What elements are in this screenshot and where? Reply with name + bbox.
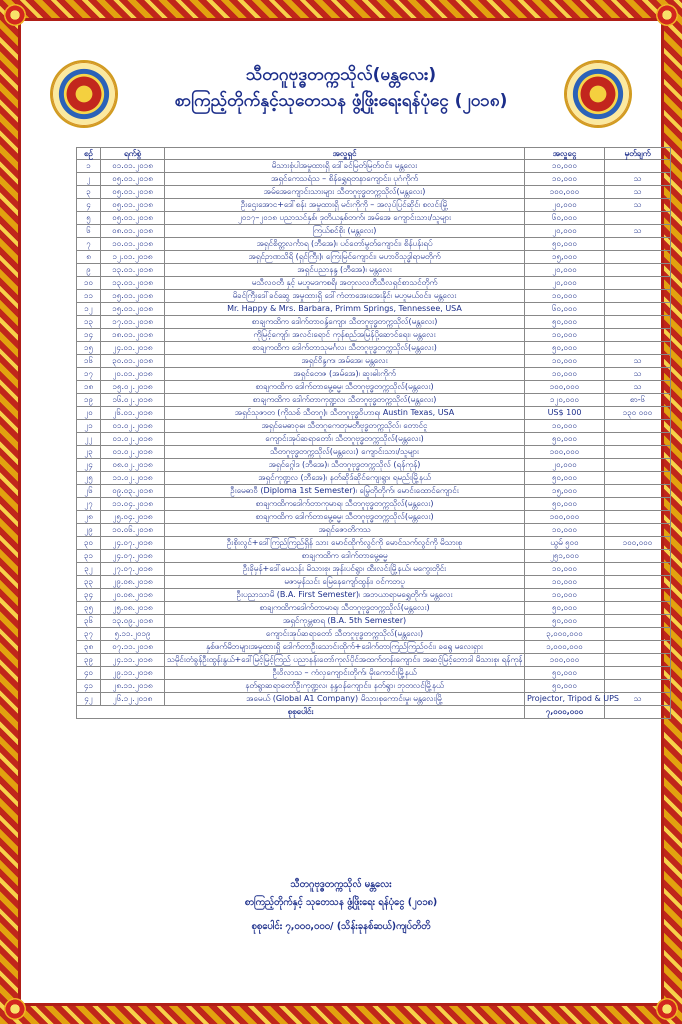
- table-row: [77, 576, 671, 589]
- row-donor: စာချကထိက ဒေါက်တာမွေ့ဓမ္မ၊ သီတဂူဗုဒ္ဓတက္ကသိုလ်(မန္တလေး): [165, 381, 525, 394]
- row-number: ၂၄: [77, 459, 101, 472]
- table-header-row: [77, 148, 671, 160]
- row-amount: ၁၀၀,၀၀၀: [525, 446, 605, 459]
- row-donor: အရှင်ဝိန္ဒက၊ အမ်အေ၊ မန္တလေး: [165, 355, 525, 368]
- row-date: ၁၅.၀၂.၂၀၁၈: [101, 381, 165, 394]
- row-remark: သ: [605, 225, 671, 238]
- header-donor: အလှူရှင်: [165, 148, 525, 160]
- row-remark: [605, 277, 671, 290]
- row-amount: ၅၀,၀၀၀: [525, 238, 605, 251]
- footer-total-words: စုစုပေါင်း ၇,၀၀၀,၀၀၀/ (သိန်းခုနစ်ဆယ်)ကျပ်တိတိ: [251, 921, 431, 932]
- table-row: [77, 238, 671, 251]
- row-remark: သ: [605, 173, 671, 186]
- row-donor: ၂၀၁၇–၂၀၁၈ ပညာသင်နှစ်၊ ဒုတိယနှစ်တက်၊ အမ်အေ ကျောင်းသား/သူများ: [165, 212, 525, 225]
- row-date: ၀၈.၀၁.၂၀၁၈: [101, 225, 165, 238]
- row-remark: [605, 563, 671, 576]
- row-donor: စာချကထိက ဒေါက်တာဝန္ဒ်ကျော၊ သီတဂူဗုဒ္ဓတက္ကသိုလ်(မန္တလေး): [165, 316, 525, 329]
- row-donor: အရှင်တေဇ (အမ်အေ)၊ ဆူးဓါးကိုက်: [165, 368, 525, 381]
- row-amount: ၂၀,၀၀၀: [525, 225, 605, 238]
- row-donor: အရှင်ဇောတိကသ: [165, 524, 525, 537]
- row-amount: ၁၀,၀၀၀: [525, 160, 605, 173]
- row-date: ၂၉.၁၁.၂၀၁၈: [101, 667, 165, 680]
- row-remark: [605, 589, 671, 602]
- table-row: [77, 641, 671, 654]
- row-amount: ၁၀,၀၀၀: [525, 563, 605, 576]
- row-donor: ဦးဌေးအောင+ဒေါ်စန်း အမှုထားရှိ မင်းကိုကို – အလုပ်ပြင်ဆိုင်၊ စလင်းမြို့: [165, 199, 525, 212]
- row-number: ၂၅: [77, 472, 101, 485]
- row-remark: သ: [605, 693, 671, 706]
- table-row: [77, 498, 671, 511]
- row-date: ၀၅.၀၁.၂၀၁၈: [101, 212, 165, 225]
- row-amount: ၁၅,၀၀၀: [525, 485, 605, 498]
- row-remark: [605, 329, 671, 342]
- row-donor: ကြယ်စင်စိုး (မန္တလေး): [165, 225, 525, 238]
- document-title: သီတဂူဗုဒ္ဓတက္ကသိုလ်(မန္တလေး): [245, 65, 437, 85]
- table-row: [77, 628, 671, 641]
- table-body: [77, 160, 671, 706]
- row-date: ၂၀.၀၁.၂၀၁၈: [101, 368, 165, 381]
- row-remark: [605, 433, 671, 446]
- row-donor: မိသားစုံပါအမှုထားရှိ ဒေါ်ခင်မြတ်မြတ်ဝင်း၊ မန္တလေး: [165, 160, 525, 173]
- row-amount: ၆၀,၀၀၀: [525, 303, 605, 316]
- row-remark: [605, 667, 671, 680]
- row-remark: သ: [605, 199, 671, 212]
- row-donor: ကျောင်းအုပ်ဆရာတော် သီတဂူဗုဒ္ဓတက္ကသိုလ်(မန္တလေး): [165, 628, 525, 641]
- row-donor: စာချကထိက ဒေါက်တာမွေ့ဓမ္မ: [165, 550, 525, 563]
- table-row: [77, 199, 671, 212]
- row-donor: ဦးစိုးလွင်+ဒေါ်ကြည်ကြည်ရှိန် သား မောင်ထိုက်လွင်ကို မောင်သက်လွင်ကို မိသားစု: [165, 537, 525, 550]
- table-row: [77, 537, 671, 550]
- row-number: ၅: [77, 212, 101, 225]
- row-donor: အမ်အေကျောင်းသားများ သီတဂူဗုဒ္ဓတက္ကသိုလ်(မန္တလေး): [165, 186, 525, 199]
- row-amount: ၁,၀၀၀,၀၀၀: [525, 641, 605, 654]
- row-remark: [605, 654, 671, 667]
- row-number: ၂၁: [77, 420, 101, 433]
- row-date: ၁၆.၀၂.၂၀၁၈: [101, 394, 165, 407]
- row-donor: ဦးပညာသာမိ (B.A. First Semester)၊ အဘယာရာမရွှေတိုက်၊ မန္တလေး: [165, 589, 525, 602]
- header-remark: မှတ်ချက်: [605, 148, 671, 160]
- row-amount: ၁၀,၀၀၀: [525, 589, 605, 602]
- row-amount: ၅၀,၀၀၀: [525, 667, 605, 680]
- row-amount: ၁၀၀,၀၀၀: [525, 654, 605, 667]
- row-date: ၁၅.၀၁.၂၀၁၈: [101, 290, 165, 303]
- row-donor: အရှင်သုဇာတ (ကိုသစ် သီတဂူ)၊ သီတဂူဗုဒ္ဓဝိဟာရ၊ Austin Texas, USA: [165, 407, 525, 420]
- row-donor: စာချကထိကဒေါက်တာမာရ၊ သီတဂူဗုဒ္ဓတက္ကသိုလ်(မန္တလေး): [165, 602, 525, 615]
- row-donor: သီတဂူဗုဒ္ဓတက္ကသိုလ်(မန္တလေး) ကျောင်းသား/သူများ: [165, 446, 525, 459]
- row-remark: [605, 498, 671, 511]
- row-date: ၂၇.၀၇.၂၀၁၈: [101, 563, 165, 576]
- table-row: [77, 316, 671, 329]
- table-row: [77, 654, 671, 667]
- table-row: [77, 446, 671, 459]
- row-number: ၉: [77, 264, 101, 277]
- row-number: ၂၃: [77, 446, 101, 459]
- corner-ornament-top-left: [4, 4, 26, 26]
- row-date: ၂၄.၀၇.၂၀၁၈: [101, 537, 165, 550]
- row-date: ၂၄.၁၁.၂၀၁၈: [101, 654, 165, 667]
- row-date: ၃၀.၀၁.၂၀၁၈: [101, 355, 165, 368]
- row-number: ၁၉: [77, 394, 101, 407]
- row-date: ၁၀.၀၆.၂၀၁၈: [101, 524, 165, 537]
- row-remark: [605, 459, 671, 472]
- row-date: ၂၄.၀၁.၂၀၁၈: [101, 342, 165, 355]
- row-number: ၁၇: [77, 368, 101, 381]
- row-amount: ၁၀,၀၀၀: [525, 173, 605, 186]
- row-amount: ၁၀,၀၀၀: [525, 368, 605, 381]
- row-number: ၄၁: [77, 680, 101, 693]
- row-donor: အမေယ် (Global A1 Company) မိသားစုကောင်းမှု၊ မန္တလေးမြို့: [165, 693, 525, 706]
- row-number: ၃၇: [77, 628, 101, 641]
- row-number: ၂၈: [77, 511, 101, 524]
- total-row: [77, 706, 671, 719]
- row-remark: [605, 485, 671, 498]
- row-amount: ၁၅,၀၀၀: [525, 251, 605, 264]
- table-row: [77, 459, 671, 472]
- row-number: ၃၅: [77, 602, 101, 615]
- row-date: ၁၁.၀၂.၂၀၁၈: [101, 472, 165, 485]
- row-remark: [605, 316, 671, 329]
- row-donor: အရှင်စိတ္တလင်္ကာရ (ဘီအေ)၊ ပင်တော်မွတ်ကျောင်း၊ စိန်ပန်းရပ်: [165, 238, 525, 251]
- row-number: ၁၂: [77, 303, 101, 316]
- row-number: ၃၉: [77, 654, 101, 667]
- row-amount: ၁၀,၀၀၀: [525, 524, 605, 537]
- table-row: [77, 680, 671, 693]
- row-donor: အရှင်ဉာဏသိရိ (ရှင်ကြီး)၊ ကြေးမြင်ကျောင်း၊ မဟာဝိသုဒ္ဓါရာမတိုက်: [165, 251, 525, 264]
- row-donor: စာချကထိက ဒေါက်တာမွေ့ဓမ္မ၊ သီတဂူဗုဒ္ဓတက္ကသိုလ်(မန္တလေး): [165, 511, 525, 524]
- row-date: ၁၁.၀၄.၂၀၁၈: [101, 498, 165, 511]
- row-number: ၃၀: [77, 537, 101, 550]
- row-number: ၃၃: [77, 576, 101, 589]
- row-remark: [605, 680, 671, 693]
- row-amount: ၁၀၀,၀၀၀: [525, 511, 605, 524]
- row-remark: သ: [605, 368, 671, 381]
- row-remark: [605, 342, 671, 355]
- table-row: [77, 212, 671, 225]
- row-number: ၄: [77, 199, 101, 212]
- table-row: [77, 264, 671, 277]
- table-row: [77, 524, 671, 537]
- table-row: [77, 342, 671, 355]
- row-remark: သ: [605, 381, 671, 394]
- row-number: ၁၈: [77, 381, 101, 394]
- corner-ornament-bottom-left: [4, 998, 26, 1020]
- row-amount: ၂၀,၀၀၀: [525, 459, 605, 472]
- row-date: ၀၇.၁၁.၂၀၁၈: [101, 641, 165, 654]
- row-remark: [605, 251, 671, 264]
- row-amount: ၁၀၀,၀၀၀: [525, 186, 605, 199]
- row-amount: ယွမ် ၅၀၀: [525, 537, 605, 550]
- row-remark: သ: [605, 186, 671, 199]
- row-remark: [605, 615, 671, 628]
- row-donor: ဦးမေဓာဝီ (Diploma 1st Semester)၊ မြွေတိုတိုက်၊ မောင်းထောင်ကျောင်း: [165, 485, 525, 498]
- row-remark: [605, 602, 671, 615]
- row-amount: ၅၀,၀၀၀: [525, 615, 605, 628]
- row-date: ၀၁.၀၁.၂၀၁၈: [101, 160, 165, 173]
- row-donor: စာချကထိကဒေါက်တာကုမာရ၊ သီတဂူဗုဒ္ဓတက္ကသိုလ်(မန္တလေး): [165, 498, 525, 511]
- row-date: ၂၉.၀၈.၂၀၁၈: [101, 576, 165, 589]
- row-donor: စာချကထိက ဒေါက်တာကုဏ္ဍလ၊ သီတဂူဗုဒ္ဓတက္ကသိုလ်(မန္တလေး): [165, 394, 525, 407]
- row-amount: ၅၀,၀၀၀: [525, 342, 605, 355]
- row-donor: မဇာမှန်သင်း မြေနေကျော်ထွန်း၊ ဝင်ကဘပူ: [165, 576, 525, 589]
- table-row: [77, 667, 671, 680]
- corner-ornament-top-right: [656, 4, 678, 26]
- table-row: [77, 420, 671, 433]
- row-remark: [605, 160, 671, 173]
- row-number: ၃၂: [77, 563, 101, 576]
- footer-university: သီတဂူဗုဒ္ဓတက္ကသိုလ် မန္တလေး: [290, 879, 392, 890]
- row-donor: သမိုင်းတံခွန်ဦးထွန်းနွယ်+ဒေါ်မြင့်မြင့်ကြည် ပညာနန်းတော်ကုလ်ပိုင်အထက်တန်းကျောင်း၊ အဆင့်မြင့်ဘောဒါ မိသားစု၊ ရန်ကုန်: [165, 654, 525, 667]
- corner-ornament-bottom-right: [656, 998, 678, 1020]
- row-date: ၂၅.၀၄.၂၀၁၈: [101, 511, 165, 524]
- row-amount: ၁၀,၀၀၀: [525, 420, 605, 433]
- row-amount: ၅၀,၀၀၀: [525, 680, 605, 693]
- row-amount: ၁၀၀,၀၀၀: [525, 381, 605, 394]
- row-donor: အရှင်ကုဏ္ဍလ (ဘီအေ)၊ နတ်ဆိုဒ်ဆိုင်ကျေးရွာ၊ ရမည်းမြို့နယ်: [165, 472, 525, 485]
- row-donor: Mr. Happy & Mrs. Barbara, Primm Springs, Tennessee, USA: [165, 303, 525, 316]
- row-date: ၂၄.၀၇.၂၀၁၈: [101, 550, 165, 563]
- row-number: ၄၀: [77, 667, 101, 680]
- row-number: ၃: [77, 186, 101, 199]
- row-date: ၅.၁၁.၂၀၁၉: [101, 628, 165, 641]
- row-remark: ၁၃၀ ၀၀၀: [605, 407, 671, 420]
- row-date: ၁၈.၀၁.၂၀၁၈: [101, 329, 165, 342]
- row-number: ၄၂: [77, 693, 101, 706]
- row-number: ၂၇: [77, 498, 101, 511]
- row-amount: ၂၀,၀၀၀: [525, 199, 605, 212]
- row-remark: [605, 212, 671, 225]
- row-remark: [605, 550, 671, 563]
- row-date: ၁၀.၀၁.၂၀၁၈: [101, 238, 165, 251]
- footer-fund-name: စာကြည့်တိုက်နှင့် သုတေသန ဖွံ့ဖြိုးရေး ရန်ပုံငွေ (၂၀၁၈): [244, 897, 438, 908]
- row-remark: [605, 576, 671, 589]
- row-remark: ၁၀၀,၀၀၀: [605, 537, 671, 550]
- table-row: [77, 394, 671, 407]
- row-date: ၁၇.၀၁.၂၀၁၈: [101, 316, 165, 329]
- row-number: ၂၀: [77, 407, 101, 420]
- row-donor: မိခင်ကြီးဒေါ်ခင်ဆွေ အမှုထားရှိ ဒေါ်ကံတာအေးအေးနိုင်၊ မဟူမယ်ဝင်း၊ မန္တလေး: [165, 290, 525, 303]
- row-amount: ၃,၀၀၀,၀၀၀: [525, 628, 605, 641]
- row-amount: ၂၀,၀၀၀: [525, 277, 605, 290]
- row-number: ၇: [77, 238, 101, 251]
- row-number: ၁၄: [77, 329, 101, 342]
- row-date: ၀၅.၀၁.၂၀၁၈: [101, 199, 165, 212]
- row-donor: အရှင်မေဓာဝုဓ၊ သီတဂူကေတုမတီဗုဒ္ဓတက္ကသိုလ်၊ တောင်ငူ: [165, 420, 525, 433]
- row-number: ၁၀: [77, 277, 101, 290]
- table-row: [77, 563, 671, 576]
- table-row: [77, 693, 671, 706]
- row-amount: ၁၀,၀၀၀: [525, 355, 605, 368]
- table-row: [77, 589, 671, 602]
- row-remark: [605, 290, 671, 303]
- row-remark: [605, 264, 671, 277]
- header-date: ရက်စွဲ: [101, 148, 165, 160]
- table-row: [77, 355, 671, 368]
- table-row: [77, 225, 671, 238]
- table-row: [77, 303, 671, 316]
- row-donor: နှစ်ဖက်မိဘများအမှုထားရှိ ဒေါက်တာဦးသောင်းထိုက်+ဒေါက်တာကြည်ကြည်ဝင်း၊ ခရွေ မလေးရှား: [165, 641, 525, 654]
- table-row: [77, 407, 671, 420]
- row-donor: မသီလဝတီ နှင့် မဟူမဒကစရိ၊ အတုလလတီသီလရှင်စာသင်တိုက်: [165, 277, 525, 290]
- row-remark: [605, 628, 671, 641]
- total-remark: [605, 706, 671, 719]
- row-remark: စာ-၆: [605, 394, 671, 407]
- table-row: [77, 485, 671, 498]
- row-number: ၃၄: [77, 589, 101, 602]
- row-amount: ၅၀,၀၀၀: [525, 433, 605, 446]
- row-date: ၀၁.၀၂.၂၀၁၈: [101, 420, 165, 433]
- table-row: [77, 290, 671, 303]
- row-number: ၂၉: [77, 524, 101, 537]
- table-row: [77, 160, 671, 173]
- row-amount: US$ 100: [525, 407, 605, 420]
- row-remark: [605, 524, 671, 537]
- row-donor: ကိုမြင့်ကျော်၊ အလင်းရောင် ကုန်စည်အမြန်ပို့ဆောင်ရေး၊ မန္တလေး: [165, 329, 525, 342]
- row-date: ၀၈.၀၂.၂၀၁၈: [101, 459, 165, 472]
- row-remark: [605, 446, 671, 459]
- row-date: ၁၃.၀၉.၂၀၁၈: [101, 615, 165, 628]
- row-donor: အရှင်ကေသရံသ – စိန်ရွှေရတနာကျောင်း၊ ပုဂံကိုက်: [165, 173, 525, 186]
- row-date: ၀၅.၀၁.၂၀၁၈: [101, 186, 165, 199]
- table-row: [77, 277, 671, 290]
- row-amount: ၂၀,၀၀၀: [525, 264, 605, 277]
- row-date: ၂၈.၁၁.၂၀၁၈: [101, 680, 165, 693]
- row-donor: အရှင်ဂ္ဂေါဒ (ဘီအေ)၊ သီတဂူဗုဒ္ဓတက္ကသိုလ် (ရန်ကုန်): [165, 459, 525, 472]
- row-amount: ၆၀,၀၀၀: [525, 212, 605, 225]
- row-date: ၁၃.၀၁.၂၀၁၈: [101, 264, 165, 277]
- table-row: [77, 433, 671, 446]
- row-remark: [605, 303, 671, 316]
- row-date: ၂၆.၀၁.၂၀၁၈: [101, 407, 165, 420]
- row-amount: ၁၀,၀၀၀: [525, 290, 605, 303]
- row-number: ၂: [77, 173, 101, 186]
- document-subtitle: စာကြည့်တိုက်နှင့်သုတေသန ဖွံ့ဖြိုးရေးရန်ပုံငွေ (၂၀၁၈): [174, 91, 508, 111]
- row-number: ၂၆: [77, 485, 101, 498]
- row-number: ၂၂: [77, 433, 101, 446]
- row-date: ၀၉.၀၃.၂၀၁၈: [101, 485, 165, 498]
- row-donor: အရှင်ကုမ္ဘစာရ (B.A. 5th Semester): [165, 615, 525, 628]
- total-amount: ၇,၀၀၀,၀၀၀: [525, 706, 605, 719]
- row-date: ၁၅.၀၁.၂၀၁၈: [101, 303, 165, 316]
- row-number: ၁၁: [77, 290, 101, 303]
- row-date: ၀၅.၀၁.၂၀၁၈: [101, 173, 165, 186]
- row-date: ၁၃.၀၁.၂၀၁၈: [101, 277, 165, 290]
- row-number: ၃၁: [77, 550, 101, 563]
- row-donor: နတ်ရွာဆရာတော်ဦးကုဏ္ဍလ၊ နန္ဒဝန်ကျောင်း၊ နတ်ရွာ၊ ဘုတလင်မြို့နယ်: [165, 680, 525, 693]
- row-amount: ၁၂၀,၀၀၀: [525, 394, 605, 407]
- row-amount: ၅၀,၀၀၀: [525, 316, 605, 329]
- row-remark: [605, 641, 671, 654]
- row-number: ၆: [77, 225, 101, 238]
- row-amount: ၅၀,၀၀၀: [525, 472, 605, 485]
- table-row: [77, 511, 671, 524]
- row-number: ၁: [77, 160, 101, 173]
- table-row: [77, 368, 671, 381]
- row-number: ၁၆: [77, 355, 101, 368]
- donation-table: [76, 147, 671, 719]
- row-number: ၁၅: [77, 342, 101, 355]
- table-row: [77, 329, 671, 342]
- row-amount: ၅၀,၀၀၀: [525, 498, 605, 511]
- row-number: ၃၆: [77, 615, 101, 628]
- total-label: စုစုပေါင်း: [77, 706, 525, 719]
- row-amount: Projector, Tripod & UPS: [525, 693, 605, 706]
- header-no: စဉ်: [77, 148, 101, 160]
- row-amount: ၁၀,၀၀၀: [525, 576, 605, 589]
- row-date: ၀၁.၀၂.၂၀၁၈: [101, 446, 165, 459]
- row-remark: [605, 511, 671, 524]
- table-row: [77, 173, 671, 186]
- row-number: ၁၃: [77, 316, 101, 329]
- row-amount: ၂၅၁,၀၀၀: [525, 550, 605, 563]
- row-donor: ဦးခိုမှန်+ဒေါ်မေသန်း မိသားစု၊ အုန်းပင်ရွာ၊ ထီးလင်းမြို့နယ်၊ မကွေးတိုင်း: [165, 563, 525, 576]
- table-row: [77, 550, 671, 563]
- row-donor: ကျောင်းအုပ်ဆရာတော်၊ သီတဂူဗုဒ္ဓတက္ကသိုလ်(မန္တလေး): [165, 433, 525, 446]
- row-date: ၂၆.၁၂.၂၀၁၈: [101, 693, 165, 706]
- row-remark: [605, 472, 671, 485]
- table-row: [77, 186, 671, 199]
- row-remark: သ: [605, 355, 671, 368]
- table-row: [77, 381, 671, 394]
- row-donor: အရှင်ပညာနန္ဒ (ဘီအေ)၊ မန္တလေး: [165, 264, 525, 277]
- row-amount: ၁၀,၀၀၀: [525, 329, 605, 342]
- table-row: [77, 251, 671, 264]
- row-amount: ၅၀,၀၀၀: [525, 602, 605, 615]
- row-date: ၁၂.၀၁.၂၀၁၈: [101, 251, 165, 264]
- header-amount: အလှူငွေ: [525, 148, 605, 160]
- row-date: ၂၀.၀၈.၂၀၁၈: [101, 589, 165, 602]
- row-remark: [605, 420, 671, 433]
- row-remark: [605, 238, 671, 251]
- table-row: [77, 602, 671, 615]
- row-number: ၃၈: [77, 641, 101, 654]
- row-date: ၀၁.၀၂.၂၀၁၈: [101, 433, 165, 446]
- row-number: ၈: [77, 251, 101, 264]
- table-row: [77, 615, 671, 628]
- table-row: [77, 472, 671, 485]
- row-date: ၂၅.၀၈.၂၀၁၈: [101, 602, 165, 615]
- row-donor: ဦးဝိလာသ – ကံလှကျောင်းတိုက်၊ မိုးကောင်းမြို့နယ်: [165, 667, 525, 680]
- row-donor: စာချကထိက ဒေါက်တာသုမင်္ဂလ၊ သီတဂူဗုဒ္ဓတက္ကသိုလ်(မန္တလေး): [165, 342, 525, 355]
